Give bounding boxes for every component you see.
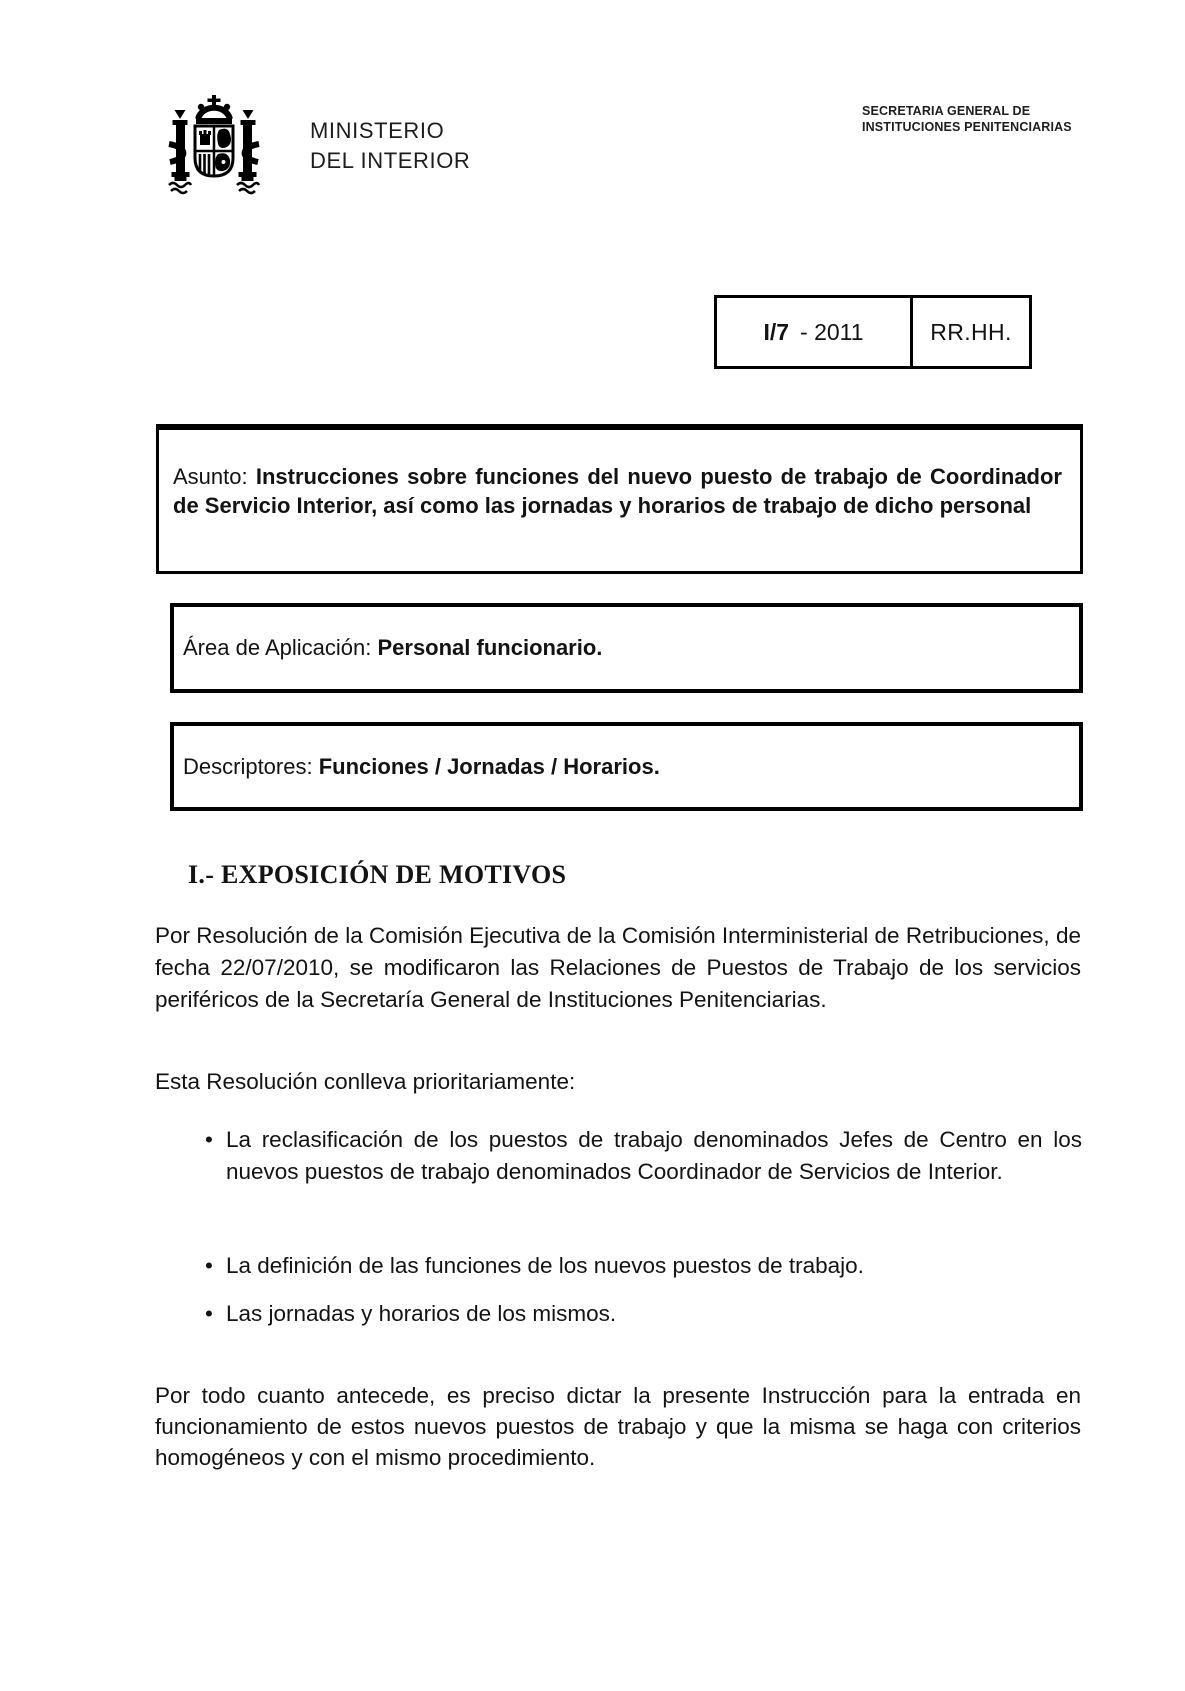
application-area-box [170,603,1083,693]
bullet-text: Las jornadas y horarios de los mismos. [226,1301,617,1326]
paragraph-resolution: Por Resolución de la Comisión Ejecutiva de la Comisión Interministerial de Retribuciones, de fecha 22/07/2010, se modificaron las Relaciones de Puestos de Trabajo de los servicios periféricos de la Secretaría General de Instituciones Penitenciarias. [155,923,1081,1012]
bullet-item-reclassification [205,1124,1082,1188]
paragraph-closing: Por todo cuanto antecede, es preciso dictar la presente Instrucción para la entrada en funcionamiento de estos nuevos puestos de trabajo y que la misma se haga con criterios homogéneos y con el mismo procedimiento. [155,1383,1081,1470]
secretariat-name [862,103,1072,135]
descriptors-content [183,754,660,780]
spain-coat-of-arms-icon [166,92,262,198]
bullet-icon [205,1250,226,1282]
subject-label: Asunto: [173,464,248,489]
subject-box [156,424,1083,574]
ministry-line-1: MINISTERIO [310,118,445,143]
reference-code-number: I/7 [763,318,790,345]
secretariat-line-2: INSTITUCIONES PENITENCIARIAS [862,120,1072,134]
reference-code-year: - 2011 [800,318,864,345]
application-area-content [183,635,602,661]
bullet-icon [205,1124,226,1188]
bullet-icon [205,1298,226,1330]
section-heading: I.- EXPOSICIÓN DE MOTIVOS [188,860,567,889]
subject-text: Instrucciones sobre funciones del nuevo puesto de trabajo de Coordinador de Servicio Interior, así como las jornadas y horarios de trabajo de dicho personal [173,464,1062,518]
application-area-label: Área de Aplicación: [183,635,372,660]
reference-department: RR.HH. [930,318,1012,345]
paragraph-intro-list: Esta Resolución conlleva prioritariamente: [155,1069,576,1094]
ministry-line-2: DEL INTERIOR [310,148,471,173]
bullet-item-functions [205,1250,1082,1282]
descriptors-box [170,722,1083,811]
bullet-text: La reclasificación de los puestos de trabajo denominados Jefes de Centro en los nuevos puestos de trabajo denominados Coordinador de Servicios de Interior. [226,1127,1082,1184]
reference-code [717,298,913,366]
ministry-name [310,116,470,176]
descriptors-label: Descriptores: [183,753,313,779]
bullet-text: La definición de las funciones de los nuevos puestos de trabajo. [226,1253,864,1278]
bullet-item-schedules [205,1298,1082,1330]
secretariat-line-1: SECRETARIA GENERAL DE [862,104,1031,118]
application-area-value: Personal funcionario. [377,635,603,660]
reference-box [714,295,1032,369]
descriptors-value: Funciones / Jornadas / Horarios. [318,753,660,779]
